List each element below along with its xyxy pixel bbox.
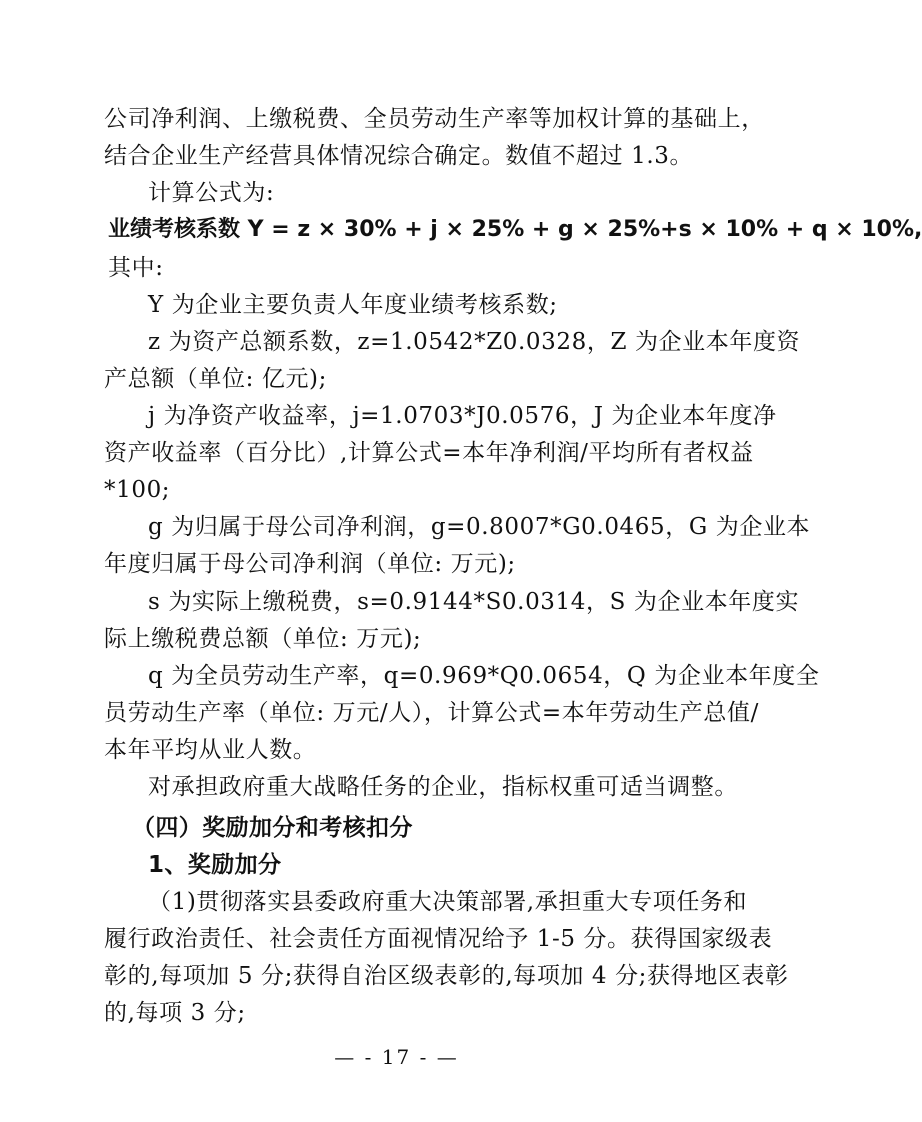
body-text-line: 其中: — [108, 255, 164, 281]
body-text-line: 公司净利润、上缴税费、全员劳动生产率等加权计算的基础上， — [104, 106, 765, 132]
body-text-line: 员劳动生产率（单位: 万元/人），计算公式=本年劳动生产总值/ — [104, 700, 759, 726]
body-text-line: z 为资产总额系数，z=1.0542*Z0.0328，Z 为企业本年度资 — [148, 329, 801, 355]
body-text-line: 际上缴税费总额（单位: 万元); — [104, 626, 422, 652]
body-text-line: 资产收益率（百分比）,计算公式=本年净利润/平均所有者权益 — [104, 440, 754, 466]
body-text-line: 彰的,每项加 5 分;获得自治区级表彰的,每项加 4 分;获得地区表彰 — [104, 963, 789, 989]
body-text-line: j 为净资产收益率，j=1.0703*J0.0576，J 为企业本年度净 — [148, 403, 777, 429]
body-text-line: 履行政治责任、社会责任方面视情况给予 1-5 分。获得国家级表 — [104, 926, 773, 952]
page-number: — - 17 - — — [334, 1045, 459, 1069]
body-text-line: g 为归属于母公司净利润，g=0.8007*G0.0465，G 为企业本 — [148, 514, 811, 540]
body-text-line: q 为全员劳动生产率，q=0.969*Q0.0654，Q 为企业本年度全 — [148, 663, 820, 689]
body-text-line: 结合企业生产经营具体情况综合确定。数值不超过 1.3。 — [104, 143, 694, 169]
section-heading: （四）奖励加分和考核扣分 — [132, 815, 413, 841]
body-text-line: *100; — [104, 477, 171, 503]
formula-line: 业绩考核系数 Y = z × 30% + j × 25% + g × 25%+s × 10% + q × 10%, — [108, 217, 922, 242]
body-text-line: 计算公式为: — [148, 180, 275, 206]
subsection-heading: 1、奖励加分 — [148, 852, 282, 878]
body-text-line: 本年平均从业人数。 — [104, 737, 317, 763]
body-text-line: s 为实际上缴税费，s=0.9144*S0.0314，S 为企业本年度实 — [148, 589, 800, 615]
body-text-line: 产总额（单位: 亿元); — [104, 366, 327, 392]
body-text-line: 的,每项 3 分; — [104, 1000, 246, 1026]
body-text-line: （1)贯彻落实县委政府重大决策部署,承担重大专项任务和 — [148, 889, 748, 915]
body-text-line: 对承担政府重大战略任务的企业，指标权重可适当调整。 — [148, 774, 738, 800]
body-text-line: Y 为企业主要负责人年度业绩考核系数; — [148, 292, 558, 318]
body-text-line: 年度归属于母公司净利润（单位: 万元); — [104, 551, 516, 577]
